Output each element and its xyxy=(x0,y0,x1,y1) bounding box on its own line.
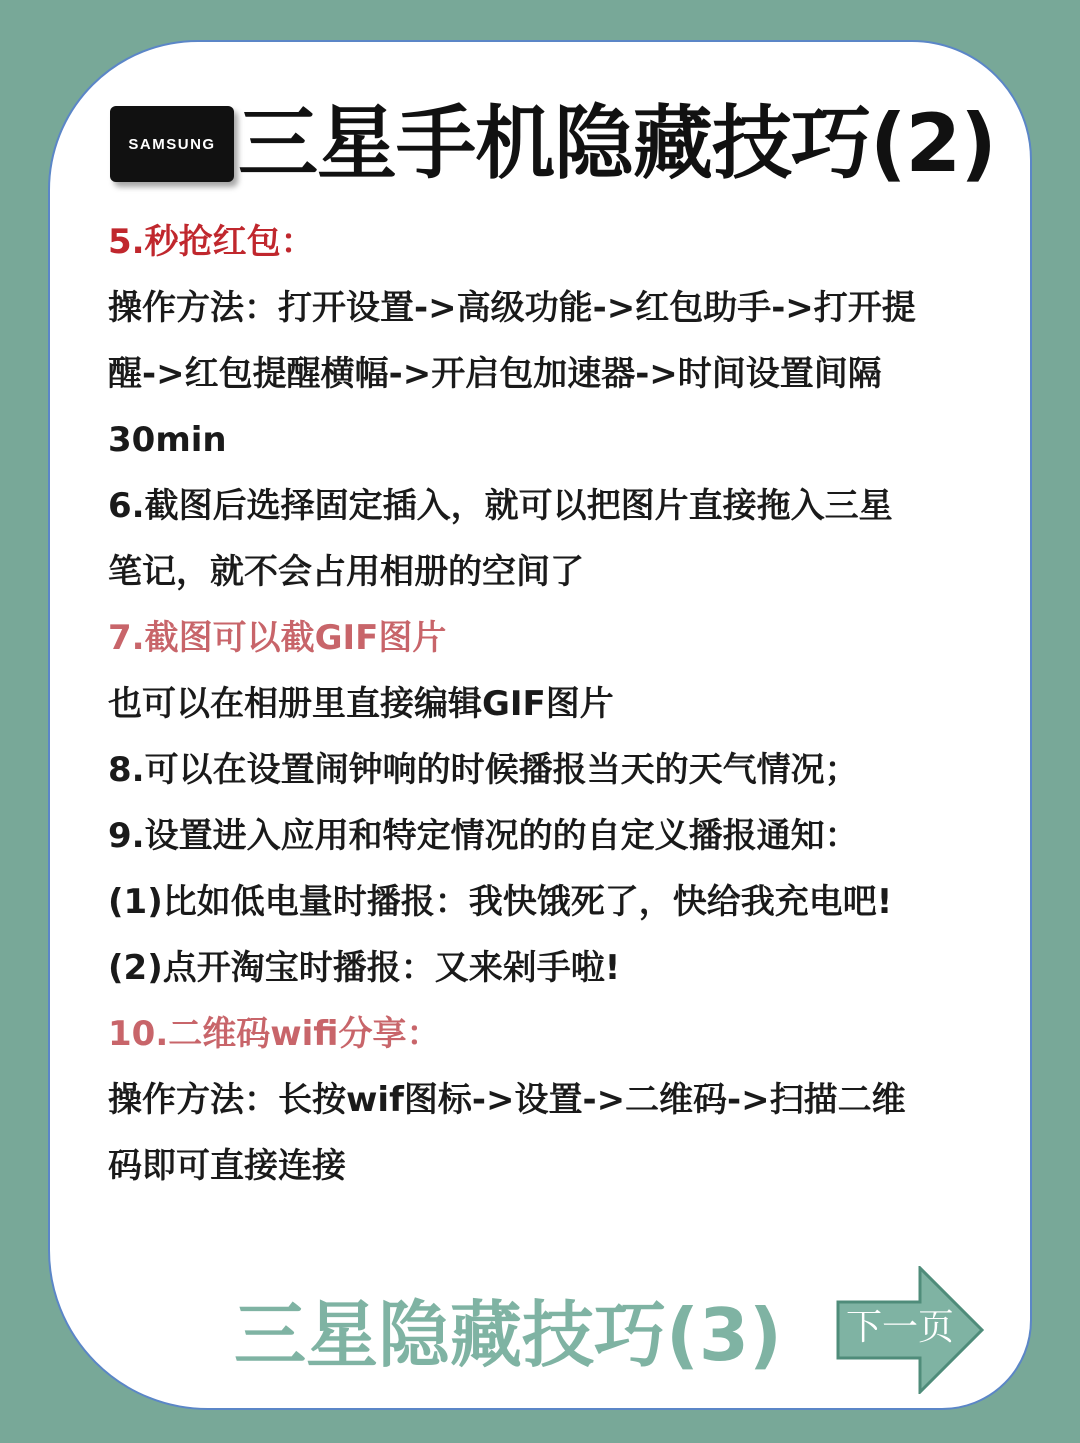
tip-text-line: 码即可直接连接 xyxy=(108,1146,346,1186)
page-title: 三星手机隐藏技巧(2) xyxy=(238,97,996,190)
tip-text-line: 也可以在相册里直接编辑GIF图片 xyxy=(108,684,614,724)
next-page-label: 下一页 xyxy=(846,1307,955,1348)
tip-text-line: 操作方法：长按wif图标->设置->二维码->扫描二维 xyxy=(108,1080,906,1120)
tip-text-line: 操作方法：打开设置->高级功能->红包助手->打开提 xyxy=(108,288,916,328)
tip-text-line: 8.可以在设置闹钟响的时候播报当天的天气情况； xyxy=(108,750,859,790)
logo-text: SAMSUNG xyxy=(128,135,216,153)
tip-text-line: 6.截图后选择固定插入，就可以把图片直接拖入三星 xyxy=(108,486,893,526)
tip-heading: 10.二维码wifi分享： xyxy=(108,1014,441,1054)
samsung-logo xyxy=(110,106,234,182)
tip-text-line: (2)点开淘宝时播报：又来剁手啦! xyxy=(108,948,621,988)
tip-heading: 5.秒抢红包： xyxy=(108,222,315,262)
tip-text-line: 9.设置进入应用和特定情况的的自定义播报通知： xyxy=(108,816,859,856)
tip-text-line: 30min xyxy=(108,420,227,460)
tip-text-line: 笔记，就不会占用相册的空间了 xyxy=(108,552,584,592)
next-page-button[interactable] xyxy=(836,1266,984,1394)
tip-text-line: (1)比如低电量时播报：我快饿死了，快给我充电吧! xyxy=(108,882,893,922)
tips-list xyxy=(108,209,988,1199)
tip-heading: 7.截图可以截GIF图片 xyxy=(108,618,447,658)
next-topic-title[interactable]: 三星隐藏技巧(3) xyxy=(234,1293,782,1377)
tip-text-line: 醒->红包提醒横幅->开启包加速器->时间设置间隔 xyxy=(108,354,882,394)
